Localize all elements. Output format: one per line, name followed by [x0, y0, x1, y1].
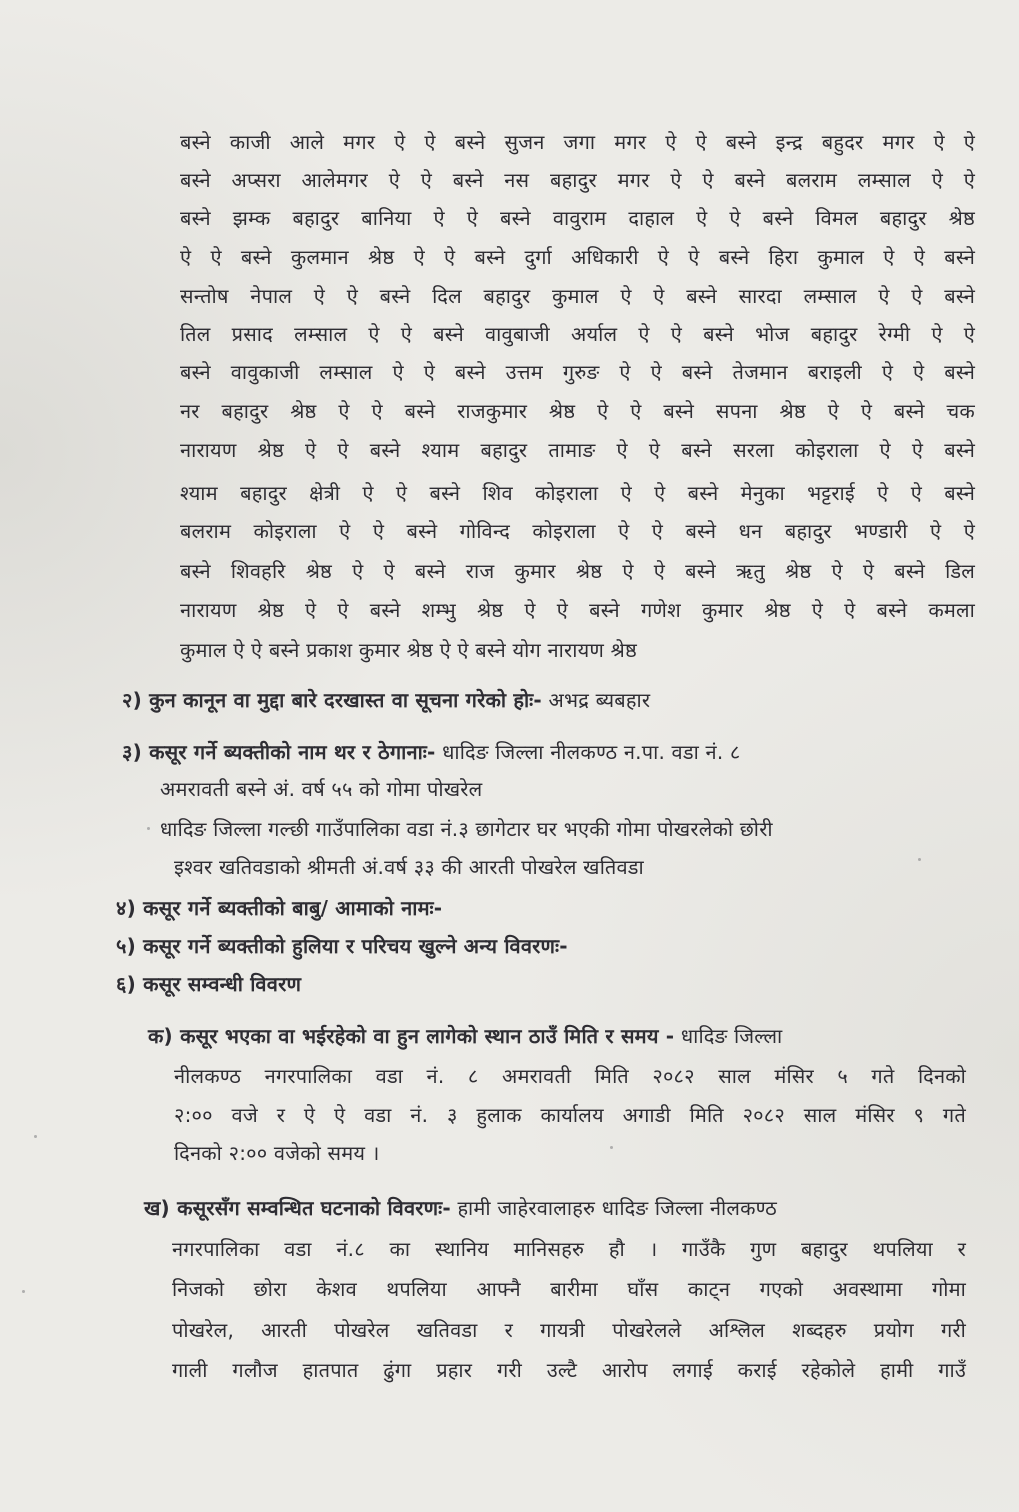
section-6-kha-label: ख) कसूरसँग सम्वन्धित घटनाको विवरणः-	[144, 1196, 451, 1220]
paragraph-line: तिल प्रसाद लम्साल ऐ ऐ बस्ने वावुबाजी अर्याल ऐ ऐ बस्ने भोज बहादुर रेग्मी ऐ ऐ	[180, 322, 975, 346]
section-3-label: ३) कसूर गर्ने ब्यक्तीको नाम थर र ठेगानाः-	[122, 740, 436, 764]
paragraph-line: ऐ ऐ बस्ने कुलमान श्रेष्ठ ऐ ऐ बस्ने दुर्गा अधिकारी ऐ ऐ बस्ने हिरा कुमाल ऐ ऐ बस्ने	[180, 245, 975, 269]
paragraph-line: बलराम कोइराला ऐ ऐ बस्ने गोविन्द कोइराला ऐ ऐ बस्ने धन बहादुर भण्डारी ऐ ऐ	[180, 519, 975, 543]
paragraph-line: बस्ने वावुकाजी लम्साल ऐ ऐ बस्ने उत्तम गुरुङ ऐ ऐ बस्ने तेजमान बराइली ऐ ऐ बस्ने	[180, 360, 975, 384]
section-5-label: ५) कसूर गर्ने ब्यक्तीको हुलिया र परिचय खुल्ने अन्य विवरणः-	[116, 934, 568, 958]
section-6-kha-line: नगरपालिका वडा नं.८ का स्थानिय मानिसहरु हौ । गाउँकै गुण बहादुर थपलिया र	[172, 1237, 966, 1261]
paragraph-line: बस्ने शिवहरि श्रेष्ठ ऐ ऐ बस्ने राज कुमार श्रेष्ठ ऐ ऐ बस्ने ऋतु श्रेष्ठ ऐ ऐ बस्ने डिल	[180, 559, 975, 583]
section-3-line: अमरावती बस्ने अं. वर्ष ५५ को गोमा पोखरेल	[160, 777, 483, 801]
section-3-line: इश्वर खतिवडाको श्रीमती अं.वर्ष ३३ की आरती पोखरेल खतिवडा	[174, 855, 644, 879]
scan-speck	[918, 858, 921, 861]
paragraph-line: बस्ने झम्क बहादुर बानिया ऐ ऐ बस्ने वावुराम दाहाल ऐ ऐ बस्ने विमल बहादुर श्रेष्ठ	[180, 206, 975, 230]
paragraph-line: बस्ने अप्सरा आलेमगर ऐ ऐ बस्ने नस बहादुर मगर ऐ ऐ बस्ने बलराम लम्साल ऐ ऐ	[180, 168, 975, 192]
section-6-ka-line: २:०० वजे र ऐ ऐ वडा नं. ३ हुलाक कार्यालय अगाडी मिति २०८२ साल मंसिर ९ गते	[174, 1103, 966, 1127]
section-3-address: धादिङ जिल्ला नीलकण्ठ न.पा. वडा नं. ८	[442, 740, 741, 764]
scan-speck	[34, 1135, 37, 1138]
paragraph-line: बस्ने काजी आले मगर ऐ ऐ बस्ने सुजन जगा मगर ऐ ऐ बस्ने इन्द्र बहुदर मगर ऐ ऐ	[180, 130, 975, 154]
section-4-label: ४) कसूर गर्ने ब्यक्तीको बाबु/ आमाको नामः-	[116, 896, 443, 920]
section-6-label: ६) कसूर सम्वन्धी विवरण	[116, 972, 302, 996]
section-3-line: धादिङ जिल्ला गल्छी गाउँपालिका वडा नं.३ छागेटार घर भएकी गोमा पोखरलेको छोरी	[160, 817, 773, 841]
section-6-ka-location: धादिङ जिल्ला	[680, 1024, 783, 1048]
section-6-ka-line: नीलकण्ठ नगरपालिका वडा नं. ८ अमरावती मिति २०८२ साल मंसिर ५ गते दिनको	[174, 1064, 966, 1088]
section-6-ka	[148, 1022, 782, 1050]
scan-speck	[147, 827, 150, 830]
section-6-kha-line: निजको छोरा केशव थपलिया आफ्नै बारीमा घाँस काट्न गएको अवस्थामा गोमा	[172, 1277, 966, 1301]
scan-speck	[22, 1290, 25, 1293]
section-6-kha	[144, 1194, 777, 1222]
section-3	[122, 738, 741, 766]
paragraph-line: नर बहादुर श्रेष्ठ ऐ ऐ बस्ने राजकुमार श्रेष्ठ ऐ ऐ बस्ने सपना श्रेष्ठ ऐ ऐ बस्ने चक	[180, 399, 975, 423]
section-2-label: २) कुन कानून वा मुद्दा बारे दरखास्त वा सूचना गरेको होः-	[122, 688, 542, 712]
paragraph-line: नारायण श्रेष्ठ ऐ ऐ बस्ने श्याम बहादुर तामाङ ऐ ऐ बस्ने सरला कोइराला ऐ ऐ बस्ने	[180, 438, 975, 462]
section-2	[122, 686, 650, 714]
section-6-kha-text: हामी जाहेरवालाहरु धादिङ जिल्ला नीलकण्ठ	[457, 1196, 777, 1220]
paragraph-line: सन्तोष नेपाल ऐ ऐ बस्ने दिल बहादुर कुमाल ऐ ऐ बस्ने सारदा लम्साल ऐ ऐ बस्ने	[180, 284, 975, 308]
scan-speck	[610, 1146, 613, 1149]
section-6-ka-line: दिनको २:०० वजेको समय ।	[174, 1141, 380, 1165]
section-6-ka-label: क) कसूर भएका वा भईरहेको वा हुन लागेको स्थान ठाउँ मिति र समय -	[148, 1024, 675, 1048]
paragraph-line: श्याम बहादुर क्षेत्री ऐ ऐ बस्ने शिव कोइराला ऐ ऐ बस्ने मेनुका भट्टराई ऐ ऐ बस्ने	[180, 481, 975, 505]
paragraph-line: नारायण श्रेष्ठ ऐ ऐ बस्ने शम्भु श्रेष्ठ ऐ ऐ बस्ने गणेश कुमार श्रेष्ठ ऐ ऐ बस्ने कमला	[180, 598, 975, 622]
section-2-value: अभद्र ब्यबहार	[548, 688, 651, 712]
section-6-kha-line: गाली गलौज हातपात ढुंगा प्रहार गरी उल्टै आरोप लगाई कराई रहेकोले हामी गाउँ	[172, 1358, 966, 1382]
section-6-kha-line: पोखरेल, आरती पोखरेल खतिवडा र गायत्री पोखरेलले अश्लिल शब्दहरु प्रयोग गरी	[172, 1318, 966, 1342]
paragraph-line: कुमाल ऐ ऐ बस्ने प्रकाश कुमार श्रेष्ठ ऐ ऐ बस्ने योग नारायण श्रेष्ठ	[180, 638, 637, 662]
